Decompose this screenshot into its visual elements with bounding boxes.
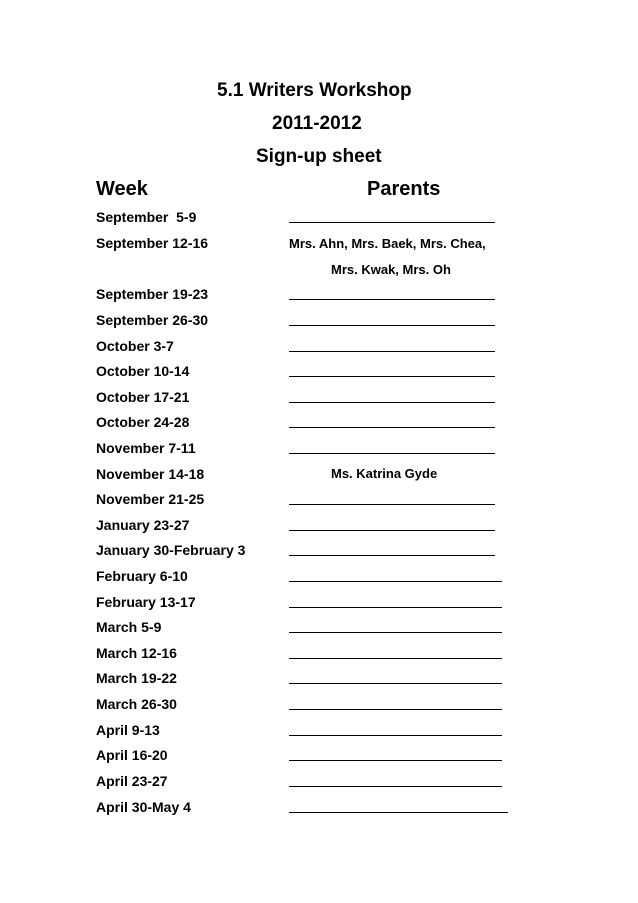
week-label: November 21-25 xyxy=(96,491,205,507)
parent-signup-line xyxy=(289,760,502,761)
parent-signup-line xyxy=(289,607,502,608)
parent-signup-line xyxy=(289,427,495,428)
parent-signup-line xyxy=(289,555,495,556)
week-label: April 30-May 4 xyxy=(96,799,191,815)
parent-signup-line xyxy=(289,786,502,787)
parent-signup-line xyxy=(289,581,502,582)
parent-signup-line xyxy=(289,402,495,403)
parent-names-continued: Mrs. Kwak, Mrs. Oh xyxy=(331,262,451,277)
parent-signup-line xyxy=(289,658,502,659)
parent-signup-line xyxy=(289,709,502,710)
parent-signup-line xyxy=(289,735,502,736)
week-label: September 5-9 xyxy=(96,209,197,225)
sheet-title-line-2: 2011-2012 xyxy=(272,113,362,134)
week-label: March 5-9 xyxy=(96,619,162,635)
parent-signup-line xyxy=(289,632,502,633)
week-label: October 24-28 xyxy=(96,414,190,430)
week-label: October 10-14 xyxy=(96,363,190,379)
parent-signup-line xyxy=(289,812,508,813)
week-label: September 12-16 xyxy=(96,235,209,251)
week-label: November 14-18 xyxy=(96,466,205,482)
sheet-title-line-1: 5.1 Writers Workshop xyxy=(217,80,412,101)
week-column-header: Week xyxy=(96,178,148,200)
week-label: April 23-27 xyxy=(96,773,168,789)
week-label: October 3-7 xyxy=(96,338,174,354)
parent-signup-line xyxy=(289,683,502,684)
week-label: March 26-30 xyxy=(96,696,177,712)
parent-signup-line xyxy=(289,222,495,223)
week-label: February 6-10 xyxy=(96,568,188,584)
parent-names: Mrs. Ahn, Mrs. Baek, Mrs. Chea, xyxy=(289,236,486,251)
week-label: March 19-22 xyxy=(96,670,177,686)
week-label: February 13-17 xyxy=(96,594,196,610)
parent-signup-line xyxy=(289,351,495,352)
parent-signup-line xyxy=(289,453,495,454)
week-label: January 30-February 3 xyxy=(96,542,246,558)
week-label: April 16-20 xyxy=(96,747,168,763)
parent-signup-line xyxy=(289,376,495,377)
week-label: September 19-23 xyxy=(96,286,209,302)
parents-column-header: Parents xyxy=(367,178,441,200)
sheet-title-line-3: Sign-up sheet xyxy=(256,146,382,167)
week-label: March 12-16 xyxy=(96,645,177,661)
week-label: October 17-21 xyxy=(96,389,190,405)
week-label: April 9-13 xyxy=(96,722,160,738)
week-label: January 23-27 xyxy=(96,517,190,533)
parent-signup-line xyxy=(289,325,495,326)
parent-names: Ms. Katrina Gyde xyxy=(331,466,438,481)
week-label: November 7-11 xyxy=(96,440,196,456)
week-label: September 26-30 xyxy=(96,312,209,328)
parent-signup-line xyxy=(289,299,495,300)
parent-signup-line xyxy=(289,530,495,531)
parent-signup-line xyxy=(289,504,495,505)
